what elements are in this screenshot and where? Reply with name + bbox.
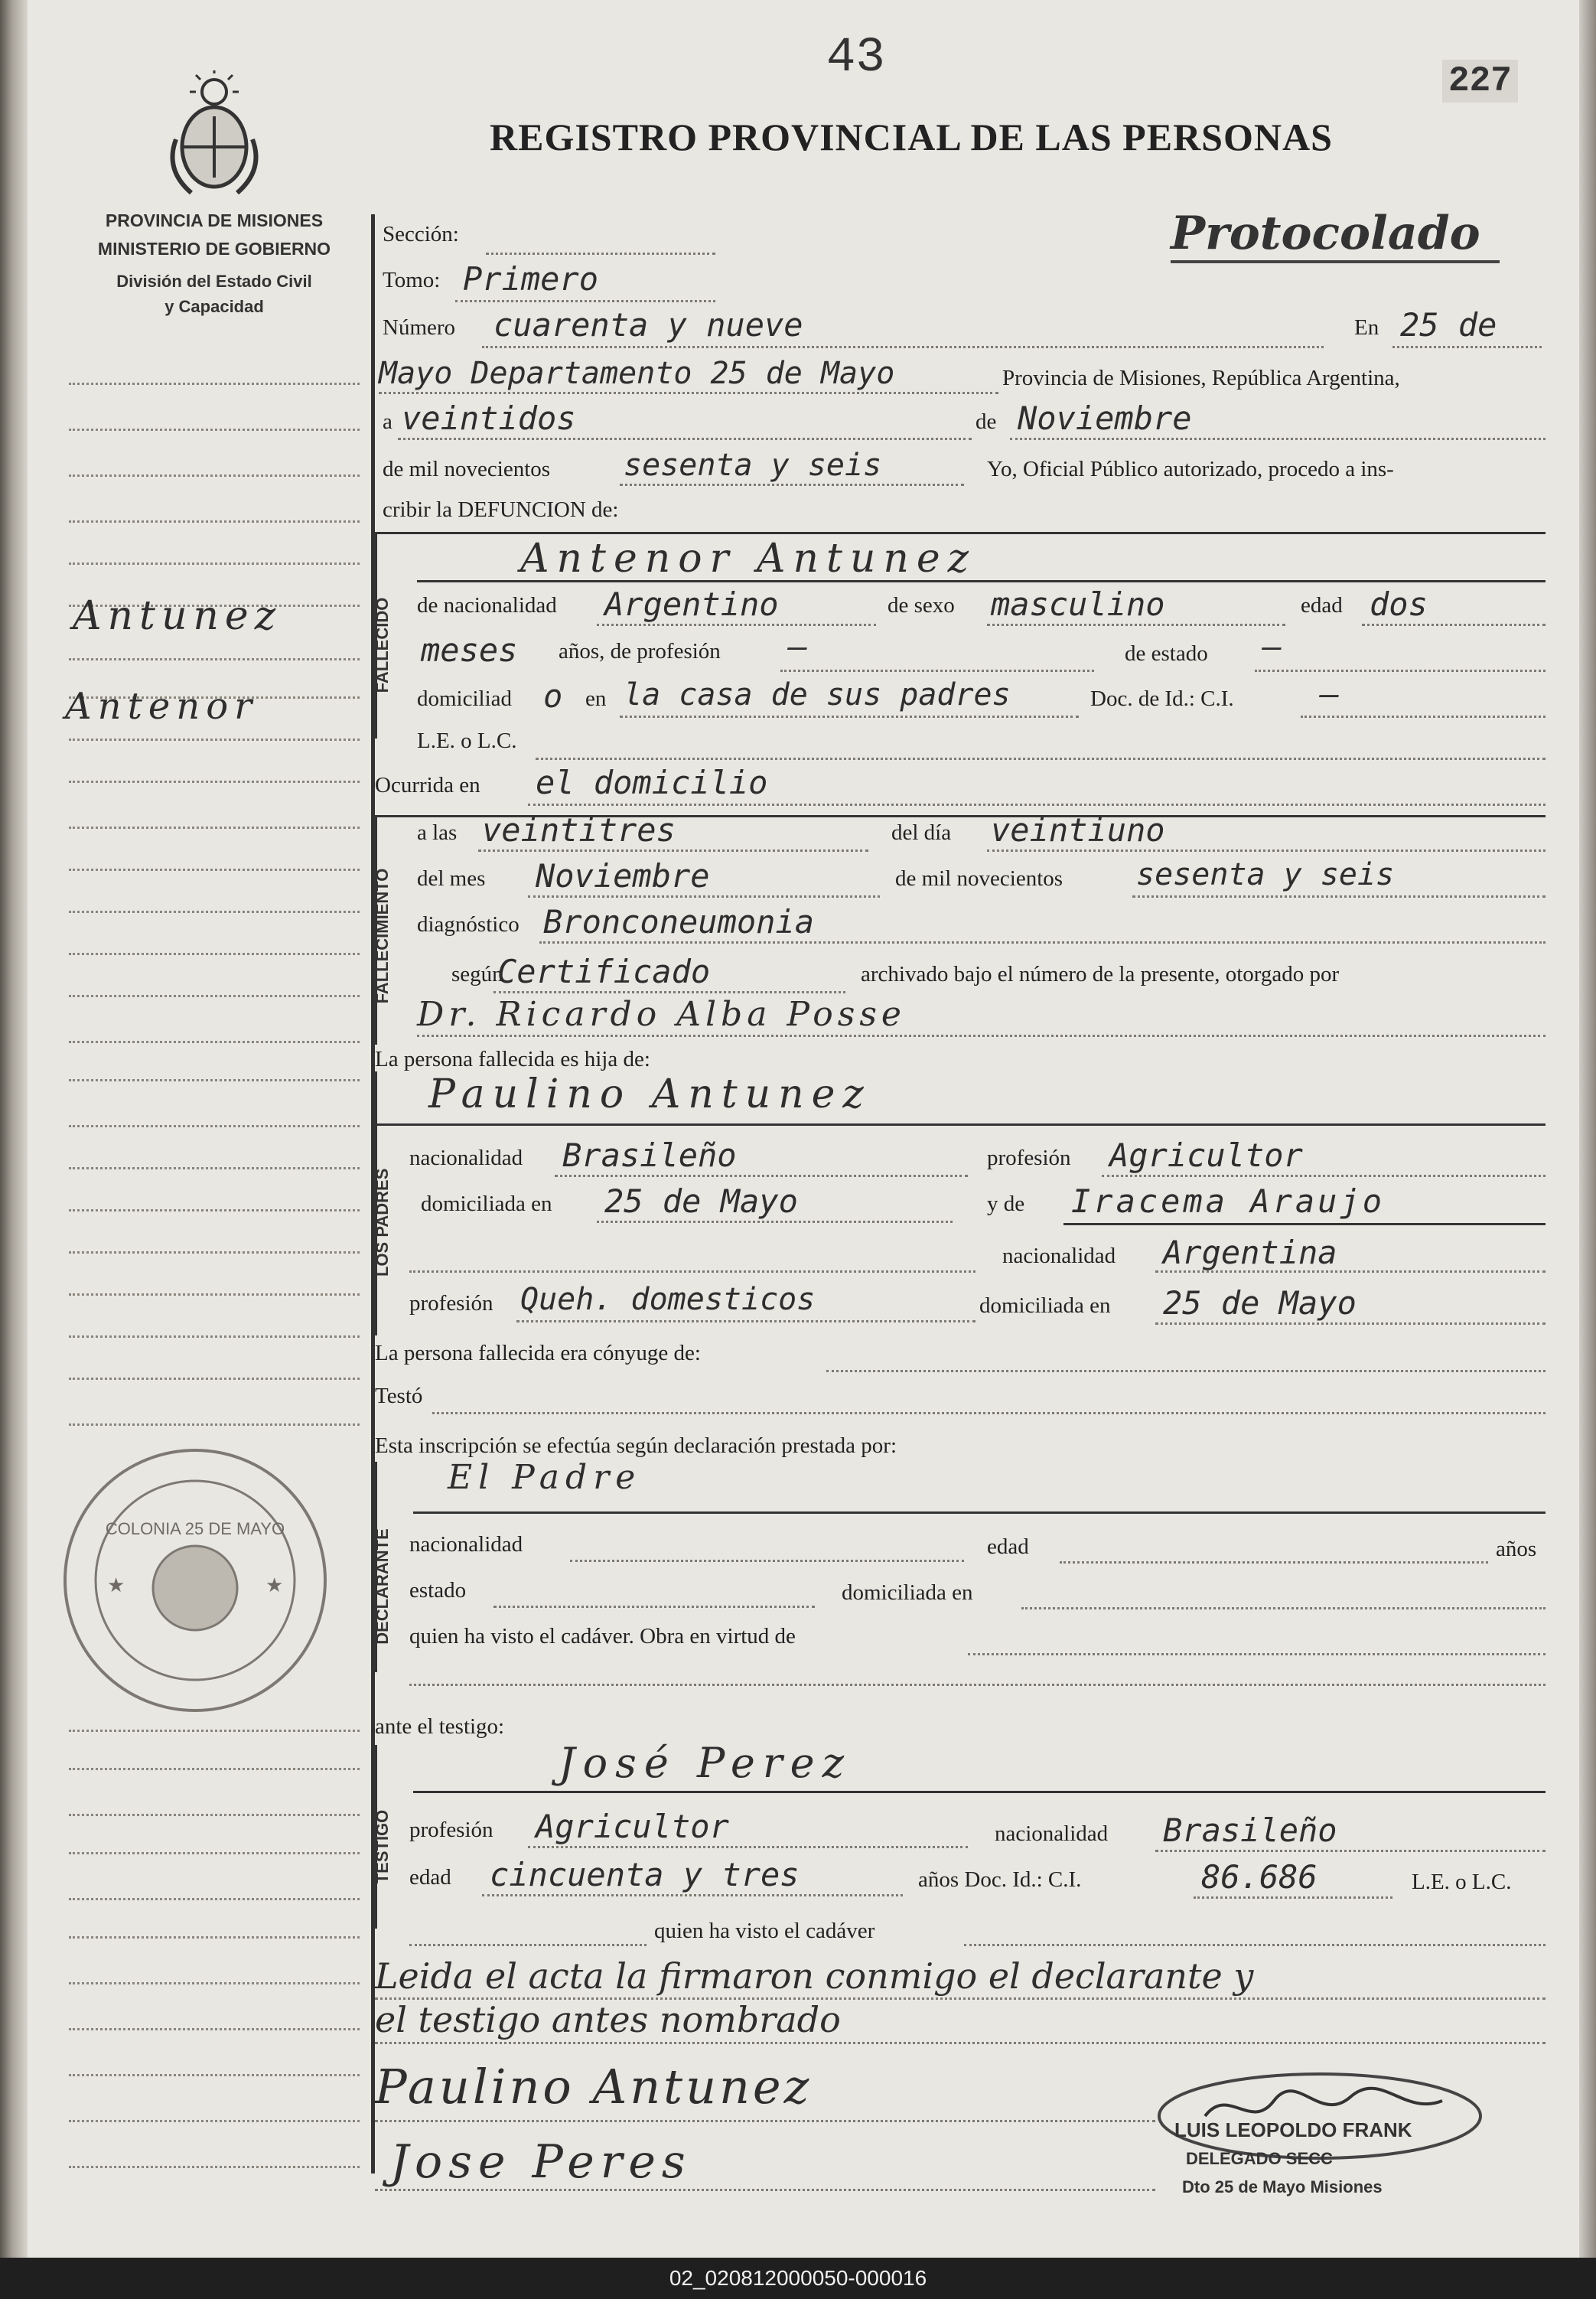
corner-number: 227 xyxy=(1442,60,1518,103)
en-value: 25 de xyxy=(1400,306,1497,344)
letterhead-ministry: MINISTERIO DE GOBIERNO xyxy=(97,239,331,259)
padre-domic-value: 25 de Mayo xyxy=(604,1182,798,1220)
name-line xyxy=(417,580,1546,582)
year-line xyxy=(620,484,964,486)
signature-padre-rule xyxy=(375,2120,1155,2122)
margin-line xyxy=(69,1730,360,1732)
seccion-line xyxy=(486,253,715,255)
madre-domic-label: domiciliada en xyxy=(979,1293,1111,1318)
letterhead-capacity: y Capacidad xyxy=(164,297,264,316)
signature-testigo-rule xyxy=(375,2189,1155,2191)
sexo-value: masculino xyxy=(991,585,1165,623)
testo-label: Testó xyxy=(375,1384,423,1408)
margin-line xyxy=(69,995,360,997)
nacionalidad-value: Argentino xyxy=(604,585,779,623)
madre-prof-value: Queh. domesticos xyxy=(520,1282,816,1317)
document-title: REGISTRO PROVINCIAL DE LAS PERSONAS xyxy=(490,116,1333,158)
margin-line xyxy=(69,1167,360,1169)
anio-line xyxy=(1132,895,1546,898)
dia-line xyxy=(987,849,1546,852)
diagnostico-label: diagnóstico xyxy=(417,912,520,937)
en-line xyxy=(1392,346,1542,348)
svg-text:★: ★ xyxy=(107,1574,125,1596)
image-id-footer: 02_020812000050-000016 xyxy=(0,2258,1596,2299)
testigo-nac-line xyxy=(1155,1850,1546,1852)
declarante-name: El Padre xyxy=(448,1458,642,1497)
medico-line xyxy=(417,1035,1546,1037)
deceased-name: Antenor Antunez xyxy=(520,536,976,582)
testigo-doc-line xyxy=(1194,1896,1392,1899)
mes-line xyxy=(528,895,880,898)
segun-value: Certificado xyxy=(497,953,711,990)
declarante-anos-label: años xyxy=(1496,1537,1537,1561)
hija-label: La persona fallecida es hija de: xyxy=(375,1047,650,1071)
medico-value: Dr. Ricardo Alba Posse xyxy=(417,995,906,1034)
segun-label: según xyxy=(451,962,503,986)
handwritten-annotation: Protocolado xyxy=(1171,207,1480,260)
padre-prof-value: Agricultor xyxy=(1109,1136,1303,1174)
anio-label: de mil novecientos xyxy=(895,866,1063,891)
tomo-label: Tomo: xyxy=(383,268,441,292)
margin-line xyxy=(69,911,360,913)
closing-line-2: el testigo antes nombrado xyxy=(375,1999,841,2040)
margin-surname: Antunez xyxy=(73,593,282,639)
letterhead-division: División del Estado Civil xyxy=(116,272,312,291)
month-line xyxy=(1010,438,1546,440)
testigo-line xyxy=(413,1791,1546,1793)
archivado-text: archivado bajo el número de la presente, otorgado por xyxy=(861,962,1340,986)
year-value: sesenta y seis xyxy=(624,448,882,483)
mes-label: del mes xyxy=(417,866,486,891)
testigo-edad-label: edad xyxy=(409,1865,451,1890)
padre-nac-line xyxy=(555,1175,968,1177)
testigo-edad-line xyxy=(482,1894,903,1896)
tomo-value: Primero xyxy=(463,260,599,298)
declarante-domic-line xyxy=(1021,1607,1546,1609)
margin-line xyxy=(69,1079,360,1081)
testigo-cadaver-line-left xyxy=(409,1944,647,1946)
closing-line-1: Leida el acta la firmaron conmigo el declarante y xyxy=(375,1955,1254,1997)
margin-line xyxy=(69,383,360,385)
margin-line xyxy=(69,2028,360,2030)
margin-line xyxy=(69,520,360,523)
madre-line xyxy=(1063,1223,1546,1225)
declarante-cadaver-text: quien ha visto el cadáver. Obra en virtud de xyxy=(409,1624,796,1648)
diagnostico-value: Bronconeumonia xyxy=(543,903,815,941)
madre-name: Iracema Araujo xyxy=(1071,1182,1386,1220)
conyuge-label: La persona fallecida era cónyuge de: xyxy=(375,1341,701,1365)
declarante-estado-line xyxy=(493,1606,815,1608)
declarante-domic-label: domiciliada en xyxy=(842,1580,973,1605)
declaracion-label: Esta inscripción se efectúa según declaración prestada por: xyxy=(375,1433,897,1458)
hora-label: a las xyxy=(417,820,458,845)
margin-line xyxy=(69,1982,360,1984)
padre-name: Paulino Antunez xyxy=(428,1071,871,1117)
conyuge-line xyxy=(826,1370,1546,1372)
yde-label: y de xyxy=(987,1192,1025,1216)
dia-label: del día xyxy=(891,820,952,845)
testigo-name: José Perez xyxy=(559,1739,852,1787)
declarante-nac-line xyxy=(570,1560,964,1562)
padres-side-label: LOS PADRES xyxy=(373,1168,392,1277)
hora-line xyxy=(478,849,868,852)
annotation-underline xyxy=(1171,260,1500,263)
margin-given-name: Antenor xyxy=(65,685,259,728)
numero-line xyxy=(482,346,1324,348)
margin-line xyxy=(69,1423,360,1426)
seccion-label: Sección: xyxy=(383,222,459,246)
svg-text:★: ★ xyxy=(265,1574,284,1596)
edad-line xyxy=(1362,624,1546,626)
ocurrida-line xyxy=(528,804,1546,806)
provincia-text: Provincia de Misiones, República Argentina, xyxy=(1002,366,1400,390)
margin-line xyxy=(69,1209,360,1211)
a-line xyxy=(398,438,972,440)
padre-prof-line xyxy=(1102,1175,1546,1177)
madre-prof-label: profesión xyxy=(409,1291,493,1316)
margin-line xyxy=(69,2166,360,2168)
margin-line xyxy=(69,1378,360,1380)
domicilio-value: la casa de sus padres xyxy=(624,677,1011,713)
testigo-cadaver-text: quien ha visto el cadáver xyxy=(654,1919,875,1943)
hora-value: veintitres xyxy=(482,811,676,849)
le-line xyxy=(536,758,1546,760)
estado-line xyxy=(1255,670,1546,672)
signature-testigo: Jose Peres xyxy=(390,2135,692,2189)
closing-line-2-rule xyxy=(375,2042,1546,2044)
fallecido-side-label: FALLECIDO xyxy=(373,597,392,693)
testigo-le-label: L.E. o L.C. xyxy=(1412,1870,1512,1894)
segun-line xyxy=(493,991,845,993)
testigo-nac-value: Brasileño xyxy=(1163,1811,1337,1849)
folio-number: 43 xyxy=(826,31,885,86)
testigo-edad-value: cincuenta y tres xyxy=(490,1856,800,1893)
madre-nac-value: Argentina xyxy=(1163,1234,1337,1271)
testigo-prof-label: profesión xyxy=(409,1818,493,1842)
anos-profesion-label: años, de profesión xyxy=(559,639,721,664)
numero-label: Número xyxy=(383,315,456,340)
book-binding xyxy=(0,0,28,2258)
testo-line xyxy=(432,1412,1546,1414)
padre-nac-value: Brasileño xyxy=(562,1136,737,1174)
testigo-side-label: TESTIGO xyxy=(373,1809,392,1884)
domicilio-en-label: en xyxy=(585,686,607,711)
margin-line xyxy=(69,1125,360,1127)
margin-line xyxy=(69,429,360,431)
margin-line xyxy=(69,781,360,783)
official-seal xyxy=(57,1443,333,1718)
padre-prof-label: profesión xyxy=(987,1146,1071,1170)
seal-text: COLONIA 25 DE MAYO xyxy=(105,1519,285,1538)
estado-value: — xyxy=(1262,628,1282,665)
profesion-line xyxy=(780,670,1094,672)
margin-line xyxy=(69,1768,360,1770)
official-text: Yo, Oficial Público autorizado, procedo a ins- xyxy=(987,457,1394,481)
place-value: Mayo Departamento 25 de Mayo xyxy=(379,356,895,391)
a-value: veintidos xyxy=(402,399,576,437)
edad-label: edad xyxy=(1301,593,1343,618)
a-label: a xyxy=(383,409,392,434)
margin-line xyxy=(69,869,360,871)
margin-line xyxy=(69,1251,360,1254)
madre-nac-line xyxy=(1155,1270,1546,1273)
margin-line xyxy=(69,1335,360,1338)
ocurrida-label: Ocurrida en xyxy=(375,773,480,797)
margin-line xyxy=(69,1293,360,1296)
mes-value: Noviembre xyxy=(536,857,710,895)
padres-blank-line xyxy=(409,1270,976,1273)
declarante-estado-label: estado xyxy=(409,1578,467,1603)
tomo-line xyxy=(455,300,715,302)
place-line xyxy=(379,392,998,394)
stamp-place: Dto 25 de Mayo Misiones xyxy=(1182,2177,1383,2196)
padre-line xyxy=(375,1123,1546,1126)
testigo-doc-value: 86.686 xyxy=(1201,1858,1318,1896)
en-label: En xyxy=(1354,315,1379,340)
signature-padre: Paulino Antunez xyxy=(375,2059,813,2115)
domicilio-line xyxy=(620,716,1079,718)
testigo-doc-label: años Doc. Id.: C.I. xyxy=(918,1867,1082,1892)
page-edge xyxy=(1579,0,1596,2258)
le-label: L.E. o L.C. xyxy=(417,729,517,753)
fallecimiento-side-label: FALLECIMIENTO xyxy=(373,868,392,1004)
letterhead-province: PROVINCIA DE MISIONES xyxy=(105,210,324,230)
margin-line xyxy=(69,739,360,741)
diagnostico-line xyxy=(539,941,1546,944)
madre-nac-label: nacionalidad xyxy=(1002,1244,1116,1268)
coat-of-arms-icon xyxy=(161,70,268,201)
dia-value: veintiuno xyxy=(991,811,1165,849)
margin-line xyxy=(69,827,360,829)
sexo-label: de sexo xyxy=(888,593,955,618)
madre-domic-line xyxy=(1155,1322,1546,1325)
margin-line xyxy=(69,1898,360,1900)
numero-value: cuarenta y nueve xyxy=(493,306,803,344)
ante-label: ante el testigo: xyxy=(375,1714,505,1739)
padre-domic-label: domiciliada en xyxy=(421,1192,552,1216)
meses-value: meses xyxy=(421,631,518,669)
margin-line xyxy=(69,658,360,660)
anio-value: sesenta y seis xyxy=(1136,857,1395,892)
edad-value: dos xyxy=(1370,585,1428,623)
padre-domic-line xyxy=(597,1221,953,1223)
testigo-prof-line xyxy=(528,1846,968,1848)
madre-prof-line xyxy=(516,1320,976,1322)
margin-line xyxy=(69,1852,360,1854)
nac-line xyxy=(597,624,876,626)
domiciliado-label: domiciliad xyxy=(417,686,513,711)
doc-value: — xyxy=(1320,675,1340,713)
declarante-line xyxy=(413,1511,1546,1514)
profesion-value: — xyxy=(788,628,808,665)
testigo-cadaver-line-right xyxy=(964,1944,1546,1946)
stamp-role: DELEGADO SECC xyxy=(1186,2149,1333,2168)
testigo-prof-value: Agricultor xyxy=(536,1808,729,1845)
declarante-edad-label: edad xyxy=(987,1534,1029,1559)
testigo-nac-label: nacionalidad xyxy=(995,1821,1109,1846)
margin-line xyxy=(69,2120,360,2122)
sexo-line xyxy=(987,624,1285,626)
estado-label: de estado xyxy=(1125,641,1208,666)
madre-domic-value: 25 de Mayo xyxy=(1163,1284,1357,1322)
doc-label: Doc. de Id.: C.I. xyxy=(1090,686,1234,711)
domiciliado-suffix: o xyxy=(543,677,563,715)
margin-line xyxy=(69,953,360,955)
margin-line xyxy=(69,563,360,565)
inscribir-text: cribir la DEFUNCION de: xyxy=(383,497,619,522)
declarante-cadaver-line xyxy=(968,1653,1546,1655)
margin-line xyxy=(69,1814,360,1816)
padre-nac-label: nacionalidad xyxy=(409,1146,523,1170)
margin-line xyxy=(69,2074,360,2076)
month-value: Noviembre xyxy=(1018,399,1192,437)
year-label: de mil novecientos xyxy=(383,457,551,481)
declarante-nac-label: nacionalidad xyxy=(409,1532,523,1557)
declarante-side-label: DECLARANTE xyxy=(373,1528,392,1645)
margin-line xyxy=(69,474,360,477)
margin-line xyxy=(69,1936,360,1939)
section-rule xyxy=(375,532,1546,534)
ocurrida-value: el domicilio xyxy=(536,764,768,801)
doc-line xyxy=(1301,716,1546,718)
declarante-edad-line xyxy=(1060,1561,1488,1564)
nacionalidad-label: de nacionalidad xyxy=(417,593,557,618)
margin-line xyxy=(69,1041,360,1043)
declarante-blank-line xyxy=(409,1684,1546,1686)
stamp-name: LUIS LEOPOLDO FRANK xyxy=(1174,2118,1412,2141)
de-label: de xyxy=(976,409,997,434)
